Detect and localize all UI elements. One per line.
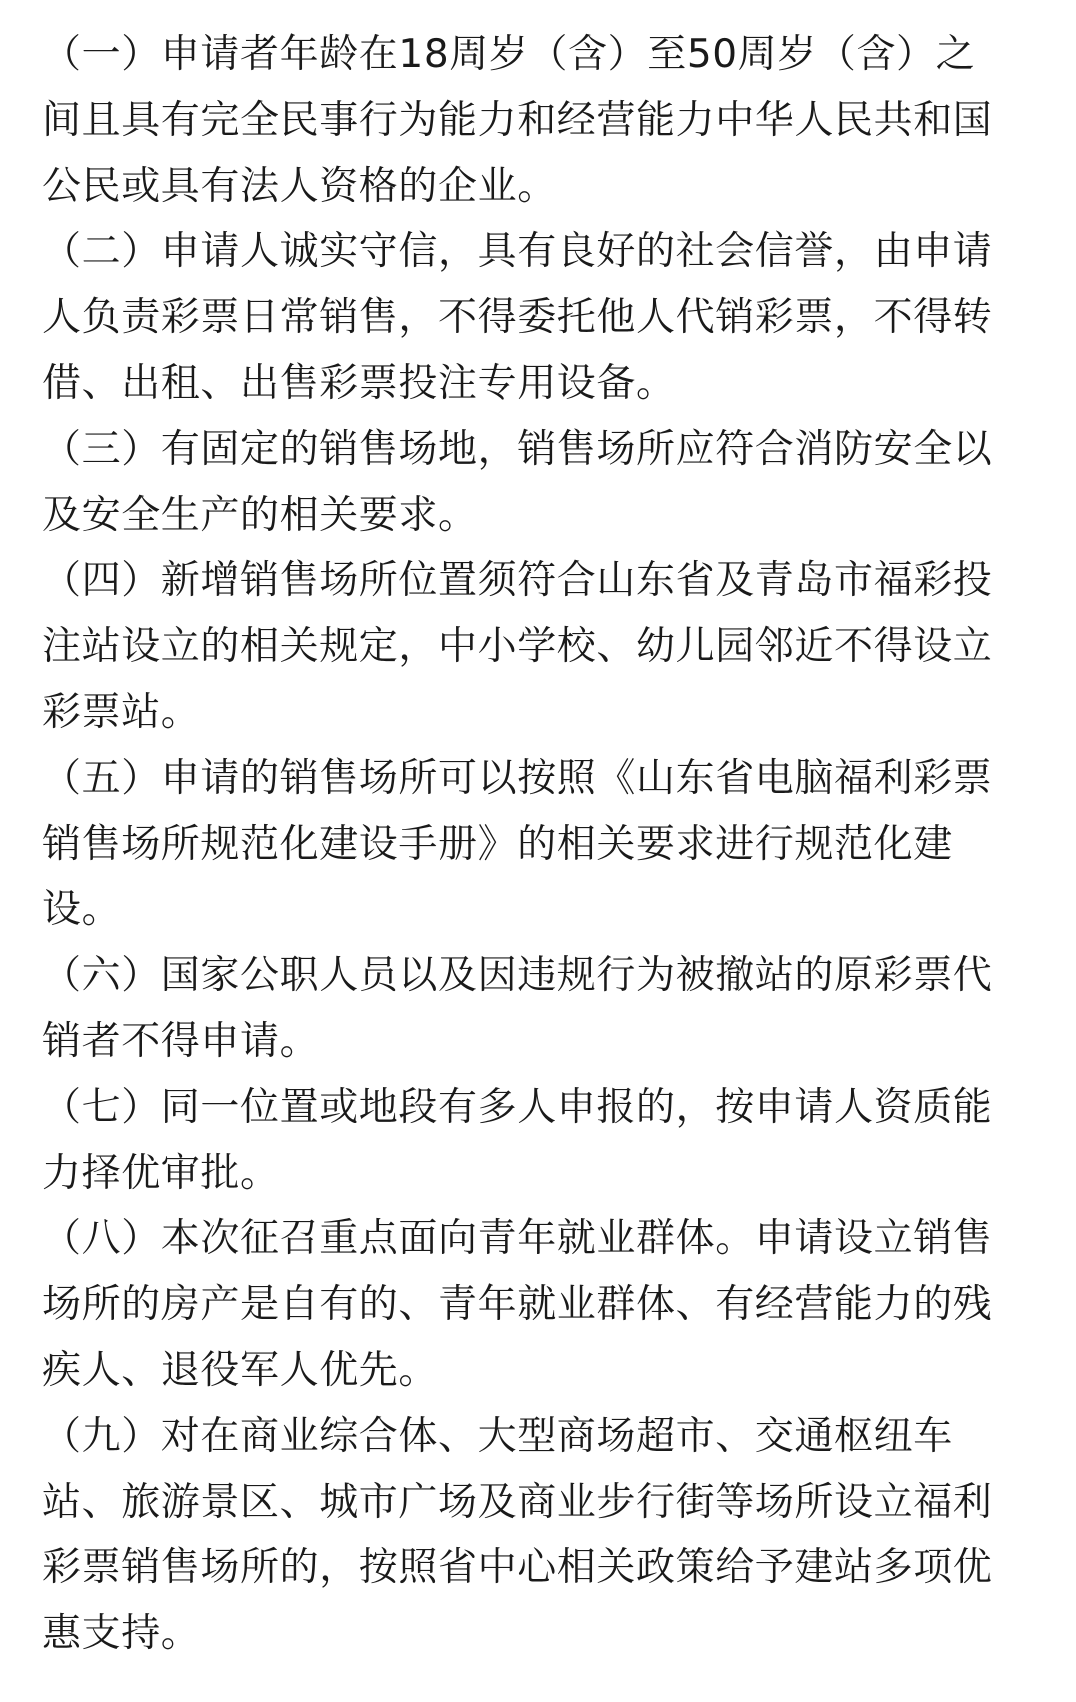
requirement-item-9: （九）对在商业综合体、大型商场超市、交通枢纽车站、旅游景区、城市广场及商业步行街等场所设立福利彩票销售场所的，按照省中心相关政策给予建站多项优惠支持。 (42, 1413, 993, 1657)
document-body (42, 22, 1010, 1667)
requirement-item-8: （八）本次征召重点面向青年就业群体。申请设立销售场所的房产是自有的、青年就业群体、有经营能力的残疾人、退役军人优先。 (42, 1216, 993, 1393)
requirement-item-7: （七）同一位置或地段有多人申报的，按申请人资质能力择优审批。 (42, 1084, 993, 1196)
requirement-item-6: （六）国家公职人员以及因违规行为被撤站的原彩票代销者不得申请。 (42, 953, 993, 1064)
requirement-item-2: （二）申请人诚实守信，具有良好的社会信誉，由申请人负责彩票日常销售，不得委托他人代销彩票，不得转借、出租、出售彩票投注专用设备。 (42, 229, 993, 406)
requirement-item-4: （四）新增销售场所位置须符合山东省及青岛市福彩投注站设立的相关规定，中小学校、幼儿园邻近不得设立彩票站。 (42, 558, 993, 735)
requirement-item-5: （五）申请的销售场所可以按照《山东省电脑福利彩票销售场所规范化建设手册》的相关要求进行规范化建设。 (42, 755, 993, 933)
requirement-item-1: （一）申请者年龄在18周岁（含）至50周岁（含）之间且具有完全民事行为能力和经营能力中华人民共和国公民或具有法人资格的企业。 (42, 32, 993, 209)
requirement-item-3: （三）有固定的销售场地，销售场所应符合消防安全以及安全生产的相关要求。 (42, 426, 993, 538)
